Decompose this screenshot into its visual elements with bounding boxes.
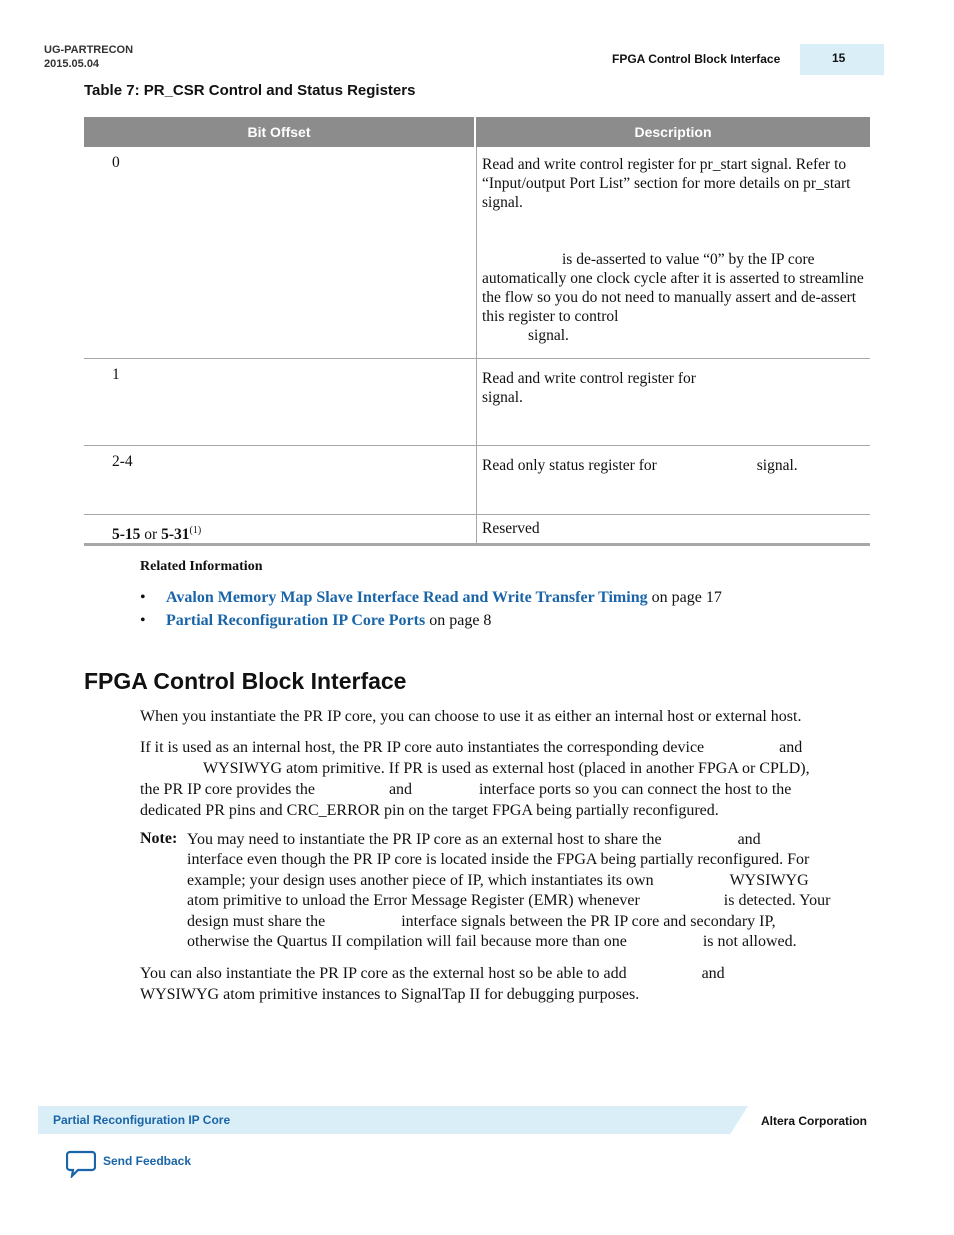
bit-offset-cell: 2-4 — [84, 446, 477, 514]
link-suffix: on page 8 — [429, 612, 492, 629]
text: dedicated PR pins and CRC_ERROR pin on the target FPGA being partially reconfigured. — [140, 802, 719, 819]
text: and — [388, 781, 413, 798]
description-cell — [477, 446, 870, 514]
text: and — [701, 965, 725, 982]
table-header — [84, 117, 870, 147]
note-body — [187, 830, 873, 952]
description-text: Read only status register for — [482, 457, 657, 474]
footer-doc-title: Partial Reconfiguration IP Core — [53, 1113, 231, 1127]
text: the PR IP core provides the — [140, 781, 315, 798]
list-item — [140, 609, 722, 632]
column-header-bit-offset: Bit Offset — [84, 117, 476, 147]
table-caption: Table 7: PR_CSR Control and Status Registers — [84, 82, 416, 99]
description-text: signal. — [756, 457, 798, 474]
text: is detected. Your — [723, 892, 831, 910]
text: and — [779, 739, 803, 756]
description-text: Read and write control register for pr_start signal. Refer to “Input/output Port List” section for more details on pr_start signal. — [482, 156, 851, 211]
table-row — [84, 446, 870, 515]
text: interface even though the PR IP core is located inside the FPGA being partially reconfigured. For — [187, 851, 810, 869]
text: You can also instantiate the PR IP core as the external host so be able to add — [140, 965, 627, 982]
bit-offset-or: or — [144, 526, 158, 544]
text: atom primitive to unload the Error Message Register (EMR) whenever — [187, 892, 640, 910]
bit-offset-cell: 0 — [84, 147, 477, 358]
feedback-icon[interactable] — [66, 1150, 96, 1178]
description-cell — [477, 359, 870, 445]
table-row — [84, 147, 870, 359]
pr-csr-table — [84, 117, 870, 546]
link-avalon-timing[interactable]: Avalon Memory Map Slave Interface Read and Write Transfer Timing — [166, 589, 648, 606]
text: and — [737, 831, 761, 848]
paragraph — [140, 963, 872, 1005]
text: is not allowed. — [702, 933, 797, 951]
doc-date: 2015.05.04 — [44, 58, 100, 70]
bit-offset-range: 5-31 — [161, 526, 190, 544]
description-cell — [477, 147, 870, 358]
bit-offset-range: 5-15 — [112, 526, 141, 544]
link-suffix: on page 17 — [651, 589, 722, 606]
bit-offset-cell: 1 — [84, 359, 477, 445]
paragraph: When you instantiate the PR IP core, you can choose to use it as either an internal host or external host. — [140, 708, 802, 725]
text: WYSIWYG atom primitive instances to SignalTap II for debugging purposes. — [140, 986, 640, 1003]
column-header-description: Description — [476, 117, 870, 147]
text: example; your design uses another piece of IP, which instantiates its own — [187, 871, 654, 889]
footer-company: Altera Corporation — [761, 1114, 868, 1128]
doc-id: UG-PARTRECON — [44, 44, 134, 56]
text: interface ports so you can connect the host to the — [479, 781, 792, 798]
text: WYSIWYG atom primitive. If PR is used as external host (placed in another FPGA or CPLD), — [203, 760, 810, 777]
send-feedback-link[interactable]: Send Feedback — [103, 1154, 192, 1168]
text: design must share the — [187, 912, 326, 930]
description-text: Read and write control register for — [482, 370, 696, 387]
note-label: Note: — [140, 830, 178, 847]
list-item — [140, 586, 722, 609]
text: otherwise the Quartus II compilation will fail because more than one — [187, 933, 627, 951]
paragraph — [140, 737, 872, 821]
description-text: is de-asserted to value “0” by the IP core automatically one clock cycle after it is asserted to streamline the flow so you do not need to manually assert and de-assert this register to control — [482, 251, 864, 325]
section-heading: FPGA Control Block Interface — [84, 668, 407, 694]
table-row — [84, 515, 870, 546]
description-cell: Reserved — [482, 520, 540, 537]
bit-offset-cell — [84, 515, 477, 543]
footnote-ref: (1) — [189, 525, 202, 536]
text: If it is used as an internal host, the PR IP core auto instantiates the corresponding device — [140, 739, 705, 756]
text: You may need to instantiate the PR IP core as an external host to share the — [187, 831, 662, 848]
description-text: signal. — [528, 327, 569, 344]
text: interface signals between the PR IP core and secondary IP, — [401, 912, 776, 930]
table-row — [84, 359, 870, 446]
doc-id-block — [44, 43, 133, 71]
text: WYSIWYG — [729, 871, 809, 889]
related-information-heading: Related Information — [140, 559, 263, 574]
page-number: 15 — [800, 44, 884, 75]
link-pr-ip-core-ports[interactable]: Partial Reconfiguration IP Core Ports — [166, 612, 426, 629]
related-links — [140, 586, 722, 632]
description-text: signal. — [482, 389, 523, 406]
header-section-title: FPGA Control Block Interface — [612, 52, 781, 66]
